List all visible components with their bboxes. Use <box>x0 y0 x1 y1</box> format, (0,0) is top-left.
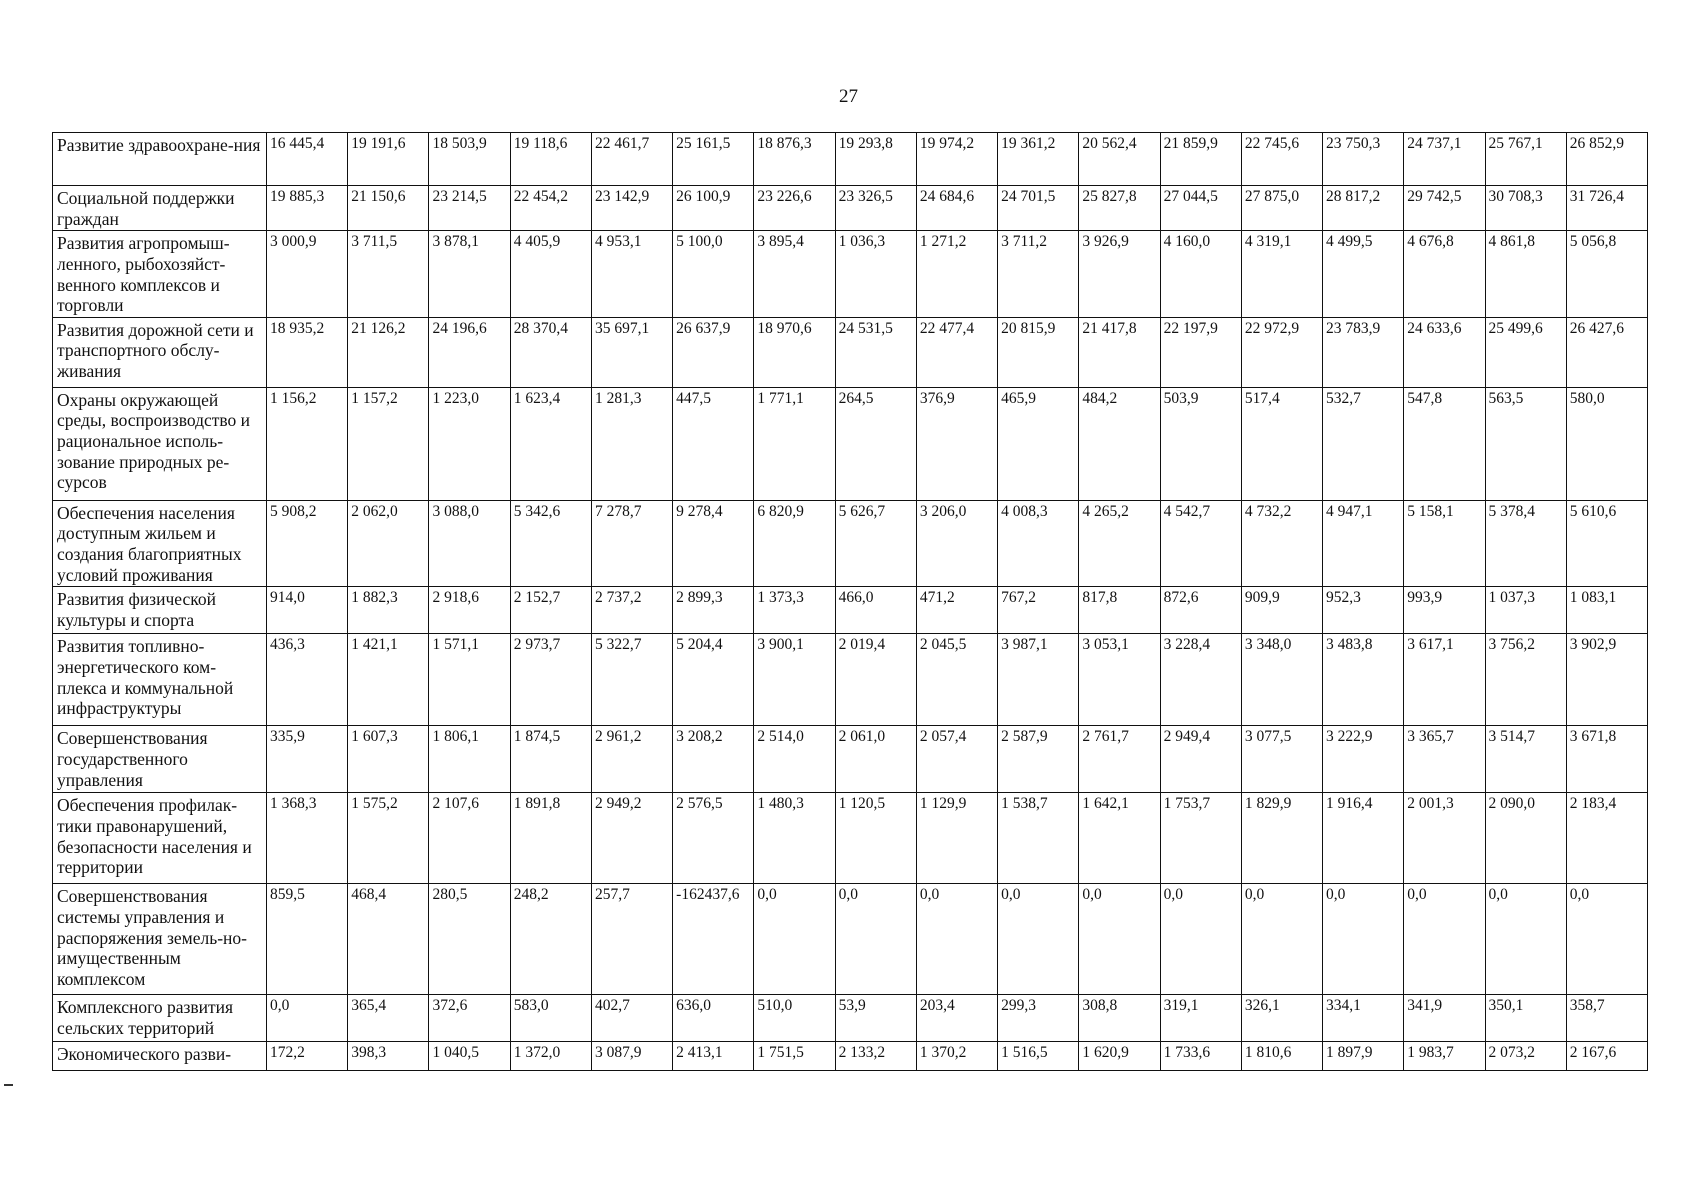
value-cell: 29 742,5 <box>1404 186 1485 231</box>
value-cell: 23 750,3 <box>1323 133 1404 186</box>
value-cell: 2 183,4 <box>1566 793 1647 884</box>
value-cell: 909,9 <box>1241 587 1322 634</box>
value-cell: 1 771,1 <box>754 387 835 500</box>
value-cell: 23 326,5 <box>835 186 916 231</box>
value-cell: 952,3 <box>1323 587 1404 634</box>
value-cell: 2 899,3 <box>673 587 754 634</box>
value-cell: 547,8 <box>1404 387 1485 500</box>
value-cell: 2 107,6 <box>429 793 510 884</box>
value-cell: 5 908,2 <box>267 500 348 587</box>
value-cell: 53,9 <box>835 995 916 1042</box>
table-row <box>53 186 1648 231</box>
value-cell: 22 461,7 <box>591 133 672 186</box>
value-cell: 30 708,3 <box>1485 186 1566 231</box>
value-cell: 1 642,1 <box>1079 793 1160 884</box>
value-cell: 993,9 <box>1404 587 1485 634</box>
value-cell: 35 697,1 <box>591 317 672 387</box>
value-cell: 1 120,5 <box>835 793 916 884</box>
value-cell: 1 874,5 <box>510 726 591 793</box>
value-cell: 3 878,1 <box>429 231 510 318</box>
value-cell: 465,9 <box>998 387 1079 500</box>
value-cell: 1 083,1 <box>1566 587 1647 634</box>
value-cell: 466,0 <box>835 587 916 634</box>
value-cell: 0,0 <box>1323 884 1404 995</box>
value-cell: 2 973,7 <box>510 634 591 726</box>
value-cell: 2 001,3 <box>1404 793 1485 884</box>
value-cell: 25 161,5 <box>673 133 754 186</box>
value-cell: 319,1 <box>1160 995 1241 1042</box>
value-cell: 22 197,9 <box>1160 317 1241 387</box>
value-cell: -162437,6 <box>673 884 754 995</box>
value-cell: 3 206,0 <box>916 500 997 587</box>
value-cell: 1 571,1 <box>429 634 510 726</box>
value-cell: 335,9 <box>267 726 348 793</box>
value-cell: 28 370,4 <box>510 317 591 387</box>
table-row <box>53 793 1648 884</box>
value-cell: 398,3 <box>348 1042 429 1071</box>
program-name-cell: Развитие здравоохране-ния <box>53 133 267 186</box>
value-cell: 341,9 <box>1404 995 1485 1042</box>
value-cell: 25 767,1 <box>1485 133 1566 186</box>
value-cell: 3 987,1 <box>998 634 1079 726</box>
value-cell: 172,2 <box>267 1042 348 1071</box>
value-cell: 21 126,2 <box>348 317 429 387</box>
value-cell: 2 761,7 <box>1079 726 1160 793</box>
value-cell: 16 445,4 <box>267 133 348 186</box>
value-cell: 24 196,6 <box>429 317 510 387</box>
value-cell: 1 897,9 <box>1323 1042 1404 1071</box>
value-cell: 1 753,7 <box>1160 793 1241 884</box>
value-cell: 350,1 <box>1485 995 1566 1042</box>
value-cell: 5 100,0 <box>673 231 754 318</box>
value-cell: 3 617,1 <box>1404 634 1485 726</box>
value-cell: 18 935,2 <box>267 317 348 387</box>
value-cell: 26 100,9 <box>673 186 754 231</box>
value-cell: 1 607,3 <box>348 726 429 793</box>
value-cell: 5 342,6 <box>510 500 591 587</box>
value-cell: 0,0 <box>1566 884 1647 995</box>
value-cell: 1 036,3 <box>835 231 916 318</box>
table-row <box>53 500 1648 587</box>
value-cell: 9 278,4 <box>673 500 754 587</box>
table-row <box>53 231 1648 318</box>
value-cell: 23 226,6 <box>754 186 835 231</box>
value-cell: 18 970,6 <box>754 317 835 387</box>
value-cell: 2 045,5 <box>916 634 997 726</box>
value-cell: 1 733,6 <box>1160 1042 1241 1071</box>
value-cell: 2 167,6 <box>1566 1042 1647 1071</box>
value-cell: 6 820,9 <box>754 500 835 587</box>
value-cell: 5 056,8 <box>1566 231 1647 318</box>
value-cell: 21 859,9 <box>1160 133 1241 186</box>
value-cell: 1 421,1 <box>348 634 429 726</box>
value-cell: 0,0 <box>1485 884 1566 995</box>
value-cell: 2 019,4 <box>835 634 916 726</box>
value-cell: 25 499,6 <box>1485 317 1566 387</box>
value-cell: 1 882,3 <box>348 587 429 634</box>
value-cell: 1 806,1 <box>429 726 510 793</box>
value-cell: 1 372,0 <box>510 1042 591 1071</box>
value-cell: 471,2 <box>916 587 997 634</box>
value-cell: 583,0 <box>510 995 591 1042</box>
value-cell: 5 158,1 <box>1404 500 1485 587</box>
value-cell: 19 118,6 <box>510 133 591 186</box>
value-cell: 23 783,9 <box>1323 317 1404 387</box>
value-cell: 2 090,0 <box>1485 793 1566 884</box>
value-cell: 28 817,2 <box>1323 186 1404 231</box>
value-cell: 334,1 <box>1323 995 1404 1042</box>
value-cell: 1 370,2 <box>916 1042 997 1071</box>
value-cell: 2 061,0 <box>835 726 916 793</box>
value-cell: 767,2 <box>998 587 1079 634</box>
value-cell: 1 271,2 <box>916 231 997 318</box>
program-name-cell: Развития агропромыш-ленного, рыбохозяйст-венного комплексов и торговли <box>53 231 267 318</box>
program-name-cell: Развития физической культуры и спорта <box>53 587 267 634</box>
value-cell: 3 087,9 <box>591 1042 672 1071</box>
value-cell: 24 684,6 <box>916 186 997 231</box>
value-cell: 4 405,9 <box>510 231 591 318</box>
value-cell: 18 876,3 <box>754 133 835 186</box>
value-cell: 484,2 <box>1079 387 1160 500</box>
value-cell: 1 983,7 <box>1404 1042 1485 1071</box>
value-cell: 2 413,1 <box>673 1042 754 1071</box>
value-cell: 3 348,0 <box>1241 634 1322 726</box>
table-row <box>53 995 1648 1042</box>
program-name-cell: Социальной поддержки граждан <box>53 186 267 231</box>
value-cell: 308,8 <box>1079 995 1160 1042</box>
value-cell: 24 701,5 <box>998 186 1079 231</box>
table-row <box>53 133 1648 186</box>
value-cell: 1 620,9 <box>1079 1042 1160 1071</box>
value-cell: 3 711,5 <box>348 231 429 318</box>
value-cell: 2 152,7 <box>510 587 591 634</box>
value-cell: 1 281,3 <box>591 387 672 500</box>
value-cell: 22 745,6 <box>1241 133 1322 186</box>
value-cell: 5 610,6 <box>1566 500 1647 587</box>
value-cell: 4 265,2 <box>1079 500 1160 587</box>
value-cell: 1 891,8 <box>510 793 591 884</box>
value-cell: 3 483,8 <box>1323 634 1404 726</box>
table-row <box>53 587 1648 634</box>
value-cell: 31 726,4 <box>1566 186 1647 231</box>
value-cell: 3 000,9 <box>267 231 348 318</box>
value-cell: 1 516,5 <box>998 1042 1079 1071</box>
program-name-cell: Развития топливно-энергетического ком-плекса и коммунальной инфраструктуры <box>53 634 267 726</box>
value-cell: 280,5 <box>429 884 510 995</box>
table-row <box>53 726 1648 793</box>
value-cell: 510,0 <box>754 995 835 1042</box>
value-cell: 517,4 <box>1241 387 1322 500</box>
value-cell: 0,0 <box>1241 884 1322 995</box>
value-cell: 365,4 <box>348 995 429 1042</box>
value-cell: 0,0 <box>1160 884 1241 995</box>
value-cell: 4 008,3 <box>998 500 1079 587</box>
value-cell: 27 044,5 <box>1160 186 1241 231</box>
value-cell: 2 057,4 <box>916 726 997 793</box>
value-cell: 21 150,6 <box>348 186 429 231</box>
table-row <box>53 1042 1648 1071</box>
value-cell: 18 503,9 <box>429 133 510 186</box>
value-cell: 817,8 <box>1079 587 1160 634</box>
value-cell: 3 365,7 <box>1404 726 1485 793</box>
table-row <box>53 387 1648 500</box>
program-name-cell: Обеспечения населения доступным жильем и создания благоприятных условий проживания <box>53 500 267 587</box>
value-cell: 326,1 <box>1241 995 1322 1042</box>
program-name-cell: Охраны окружающей среды, воспроизводство и рациональное исполь-зование природных ре-сурсов <box>53 387 267 500</box>
table-row <box>53 634 1648 726</box>
value-cell: 3 077,5 <box>1241 726 1322 793</box>
value-cell: 636,0 <box>673 995 754 1042</box>
value-cell: 5 626,7 <box>835 500 916 587</box>
program-name-cell: Развития дорожной сети и транспортного обслу-живания <box>53 317 267 387</box>
value-cell: 3 222,9 <box>1323 726 1404 793</box>
value-cell: 19 974,2 <box>916 133 997 186</box>
value-cell: 264,5 <box>835 387 916 500</box>
value-cell: 27 875,0 <box>1241 186 1322 231</box>
value-cell: 1 916,4 <box>1323 793 1404 884</box>
value-cell: 3 228,4 <box>1160 634 1241 726</box>
value-cell: 4 542,7 <box>1160 500 1241 587</box>
value-cell: 2 133,2 <box>835 1042 916 1071</box>
value-cell: 3 671,8 <box>1566 726 1647 793</box>
value-cell: 1 157,2 <box>348 387 429 500</box>
value-cell: 26 852,9 <box>1566 133 1647 186</box>
value-cell: 26 427,6 <box>1566 317 1647 387</box>
value-cell: 1 368,3 <box>267 793 348 884</box>
value-cell: 0,0 <box>754 884 835 995</box>
value-cell: 1 129,9 <box>916 793 997 884</box>
value-cell: 2 073,2 <box>1485 1042 1566 1071</box>
value-cell: 2 949,4 <box>1160 726 1241 793</box>
value-cell: 23 214,5 <box>429 186 510 231</box>
value-cell: 3 088,0 <box>429 500 510 587</box>
value-cell: 5 378,4 <box>1485 500 1566 587</box>
value-cell: 19 293,8 <box>835 133 916 186</box>
value-cell: 503,9 <box>1160 387 1241 500</box>
value-cell: 1 480,3 <box>754 793 835 884</box>
value-cell: 25 827,8 <box>1079 186 1160 231</box>
value-cell: 3 902,9 <box>1566 634 1647 726</box>
value-cell: 4 947,1 <box>1323 500 1404 587</box>
value-cell: 4 953,1 <box>591 231 672 318</box>
value-cell: 19 191,6 <box>348 133 429 186</box>
value-cell: 0,0 <box>998 884 1079 995</box>
value-cell: 3 208,2 <box>673 726 754 793</box>
program-name-cell: Экономического разви- <box>53 1042 267 1071</box>
value-cell: 1 037,3 <box>1485 587 1566 634</box>
value-cell: 19 885,3 <box>267 186 348 231</box>
value-cell: 872,6 <box>1160 587 1241 634</box>
table-body <box>53 133 1648 1071</box>
program-name-cell: Комплексного развития сельских территорий <box>53 995 267 1042</box>
value-cell: 5 204,4 <box>673 634 754 726</box>
budget-table <box>52 132 1648 1071</box>
value-cell: 0,0 <box>1079 884 1160 995</box>
value-cell: 2 576,5 <box>673 793 754 884</box>
value-cell: 19 361,2 <box>998 133 1079 186</box>
value-cell: 20 815,9 <box>998 317 1079 387</box>
program-name-cell: Совершенствования системы управления и распоряжения земель-но-имущественным комплексом <box>53 884 267 995</box>
value-cell: 580,0 <box>1566 387 1647 500</box>
value-cell: 22 972,9 <box>1241 317 1322 387</box>
value-cell: 2 949,2 <box>591 793 672 884</box>
value-cell: 3 514,7 <box>1485 726 1566 793</box>
value-cell: 22 454,2 <box>510 186 591 231</box>
value-cell: 23 142,9 <box>591 186 672 231</box>
value-cell: 468,4 <box>348 884 429 995</box>
value-cell: 2 587,9 <box>998 726 1079 793</box>
value-cell: 3 756,2 <box>1485 634 1566 726</box>
value-cell: 1 623,4 <box>510 387 591 500</box>
value-cell: 563,5 <box>1485 387 1566 500</box>
value-cell: 376,9 <box>916 387 997 500</box>
value-cell: 1 373,3 <box>754 587 835 634</box>
value-cell: 402,7 <box>591 995 672 1042</box>
value-cell: 26 637,9 <box>673 317 754 387</box>
value-cell: 3 711,2 <box>998 231 1079 318</box>
value-cell: 22 477,4 <box>916 317 997 387</box>
value-cell: 299,3 <box>998 995 1079 1042</box>
value-cell: 532,7 <box>1323 387 1404 500</box>
table-row <box>53 317 1648 387</box>
value-cell: 1 751,5 <box>754 1042 835 1071</box>
value-cell: 358,7 <box>1566 995 1647 1042</box>
value-cell: 0,0 <box>267 995 348 1042</box>
value-cell: 2 062,0 <box>348 500 429 587</box>
value-cell: 2 961,2 <box>591 726 672 793</box>
value-cell: 1 538,7 <box>998 793 1079 884</box>
value-cell: 2 918,6 <box>429 587 510 634</box>
value-cell: 914,0 <box>267 587 348 634</box>
value-cell: 3 895,4 <box>754 231 835 318</box>
margin-mark <box>4 1084 13 1086</box>
value-cell: 4 861,8 <box>1485 231 1566 318</box>
value-cell: 1 829,9 <box>1241 793 1322 884</box>
value-cell: 257,7 <box>591 884 672 995</box>
value-cell: 1 040,5 <box>429 1042 510 1071</box>
value-cell: 4 676,8 <box>1404 231 1485 318</box>
value-cell: 447,5 <box>673 387 754 500</box>
table-row <box>53 884 1648 995</box>
page-number: 27 <box>839 86 858 107</box>
value-cell: 24 633,6 <box>1404 317 1485 387</box>
program-name-cell: Совершенствования государственного управления <box>53 726 267 793</box>
value-cell: 372,6 <box>429 995 510 1042</box>
value-cell: 4 319,1 <box>1241 231 1322 318</box>
program-name-cell: Обеспечения профилак-тики правонарушений, безопасности населения и территории <box>53 793 267 884</box>
value-cell: 21 417,8 <box>1079 317 1160 387</box>
value-cell: 24 737,1 <box>1404 133 1485 186</box>
value-cell: 2 737,2 <box>591 587 672 634</box>
value-cell: 0,0 <box>916 884 997 995</box>
value-cell: 24 531,5 <box>835 317 916 387</box>
value-cell: 1 223,0 <box>429 387 510 500</box>
value-cell: 3 053,1 <box>1079 634 1160 726</box>
value-cell: 3 900,1 <box>754 634 835 726</box>
value-cell: 4 160,0 <box>1160 231 1241 318</box>
value-cell: 7 278,7 <box>591 500 672 587</box>
value-cell: 0,0 <box>1404 884 1485 995</box>
value-cell: 436,3 <box>267 634 348 726</box>
value-cell: 5 322,7 <box>591 634 672 726</box>
value-cell: 1 156,2 <box>267 387 348 500</box>
value-cell: 20 562,4 <box>1079 133 1160 186</box>
value-cell: 1 810,6 <box>1241 1042 1322 1071</box>
value-cell: 0,0 <box>835 884 916 995</box>
value-cell: 3 926,9 <box>1079 231 1160 318</box>
value-cell: 2 514,0 <box>754 726 835 793</box>
value-cell: 1 575,2 <box>348 793 429 884</box>
value-cell: 4 732,2 <box>1241 500 1322 587</box>
value-cell: 859,5 <box>267 884 348 995</box>
value-cell: 4 499,5 <box>1323 231 1404 318</box>
value-cell: 203,4 <box>916 995 997 1042</box>
value-cell: 248,2 <box>510 884 591 995</box>
